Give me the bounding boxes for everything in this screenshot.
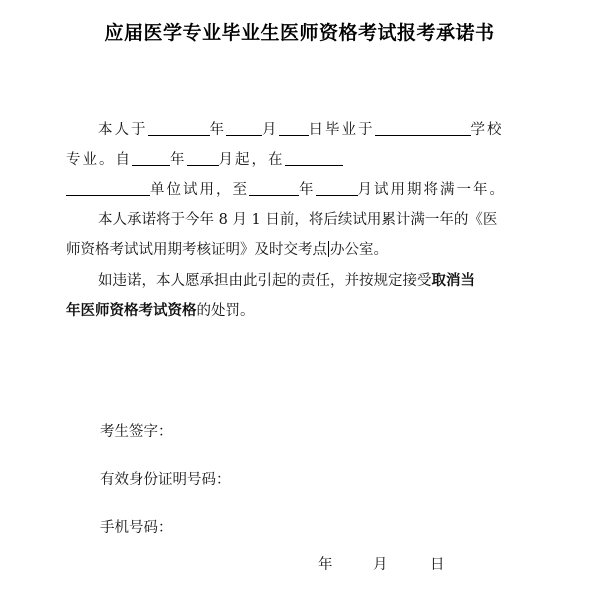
paragraph-1-line-1 xyxy=(98,119,504,140)
paragraph-3-line-2 xyxy=(66,301,255,321)
text-year: 年 xyxy=(299,182,316,198)
blank-grad-month xyxy=(226,119,262,136)
blank-grad-year xyxy=(148,119,210,136)
paragraph-2-line-1: 本人承诺将于今年 8 月 1 日前，将后续试用累计满一年的《医 xyxy=(98,212,498,228)
label-examinee-signature: 考生签字： xyxy=(100,424,173,440)
label-id-number: 有效身份证明号码： xyxy=(100,472,231,488)
text-cancel-bold-1: 取消当 xyxy=(431,273,475,289)
text-ben-ren-yu: 本人于 xyxy=(98,122,148,138)
date-day-label: 日 xyxy=(430,557,445,573)
paragraph-1-line-3 xyxy=(66,179,506,200)
paragraph-2-line-2 xyxy=(66,240,388,260)
text-school: 学校 xyxy=(470,122,504,138)
blank-end-month xyxy=(316,179,358,196)
text-cancel-bold-2: 年医师资格考试资格 xyxy=(66,303,197,319)
text-month-start-at: 月起，在 xyxy=(218,152,285,168)
paragraph-1-line-2 xyxy=(66,149,343,170)
text-year: 年 xyxy=(209,122,226,138)
text-month: 月 xyxy=(262,122,279,138)
text-unit-trial-until: 单位试用，至 xyxy=(150,182,249,198)
blank-school xyxy=(375,119,471,136)
text-certificate-submit: 师资格考试试用期考核证明》及时交考点 xyxy=(66,242,327,258)
date-month-label: 月 xyxy=(373,557,388,573)
text-major-from: 专业。自 xyxy=(66,152,132,168)
text-penalty: 的处罚。 xyxy=(196,303,255,319)
text-graduated-from: 日毕业于 xyxy=(308,122,375,138)
text-year: 年 xyxy=(170,152,187,168)
text-office: 办公室。 xyxy=(330,242,388,258)
blank-start-year xyxy=(132,149,170,166)
document-title: 应届医学专业毕业生医师资格考试报考承诺书 xyxy=(104,22,495,44)
blank-unit-part-1 xyxy=(285,149,343,166)
blank-grad-day xyxy=(279,119,309,136)
paragraph-3-line-1 xyxy=(98,271,475,291)
date-year-label: 年 xyxy=(318,557,333,573)
text-cursor xyxy=(328,241,329,257)
blank-unit-part-2 xyxy=(66,179,150,196)
blank-start-month xyxy=(187,149,219,166)
text-breach-clause: 如违诺，本人愿承担由此引起的责任，并按规定接受 xyxy=(98,273,432,289)
blank-end-year xyxy=(249,179,299,196)
label-phone-number: 手机号码： xyxy=(100,520,173,536)
text-trial-ending: 月试用期将满一年。 xyxy=(357,182,506,198)
